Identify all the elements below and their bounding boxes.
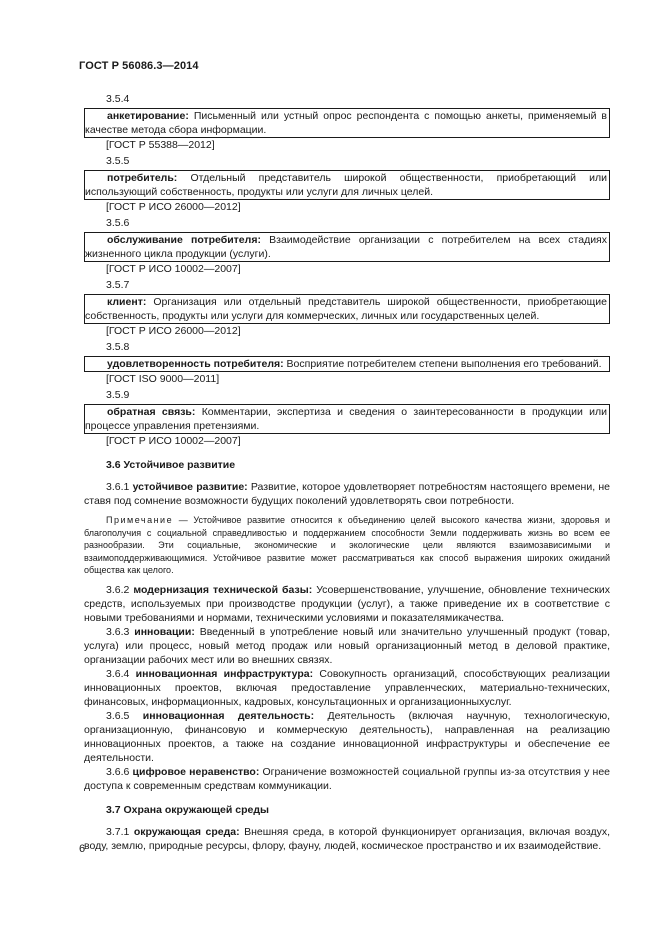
term-name: инновационная деятельность: (142, 709, 315, 722)
paragraph-text: Развитие, которое удовлетворяет потребностям настоящего времени, не ставя под сомнение возможности будущих поколений удовлетворять свои потребности. (84, 481, 610, 507)
term-name: анкетирование: (107, 110, 189, 122)
term-number: 3.5.6 (106, 217, 130, 229)
term-name: удовлетворенность потребителя: (107, 358, 284, 370)
note-text: — Устойчивое развитие относится к объединению целей высокого качества жизни, здоровья и благополучия с социальной справедливостью и поддержанием способности Земли поддерживать жизнь во всем ее разнообразии. Эти социальные, экономические и экологические цели являются взаимозависимыми и взаимоподдерживающимися. Устойчивое развитие может рассматриваться как способ выражения широких ожиданий общества как целого. (84, 515, 610, 575)
paragraph-number: 3.6.3 (106, 625, 130, 638)
term-reference: [ГОСТ Р ИСО 26000—2012] (106, 325, 241, 337)
term-entry (84, 92, 610, 152)
section-title: 3.6 Устойчивое развитие (106, 459, 236, 471)
term-box (84, 170, 610, 200)
paragraph-text: Усовершенствование, улучшение, обновление технических средств, используемых при производстве продукции (услуг), а также приведение их в соответствие с новыми требованиями и нормами, техническими условиями и показателямикачества. (84, 583, 611, 624)
term-name: модернизация технической базы: (133, 583, 313, 596)
paragraph-text: Совокупность организаций, способствующих реализации инновационных проектов, включая предоставление управленческих, материально-технических, финансовых, информационных, кадровых, консультационных и организационныхуслуг. (84, 667, 611, 708)
term-box (84, 294, 610, 324)
paragraph (84, 583, 610, 625)
term-name: окружающая среда: (133, 825, 240, 838)
paragraph (84, 667, 610, 709)
term-box (84, 356, 610, 372)
paragraph-text: Внешняя среда, в которой функционирует организация, включая воздух, воду, землю, природные ресурсы, флору, фауну, людей, космическое пространство и их взаимодействие. (84, 825, 610, 852)
term-entry (84, 216, 610, 276)
section-title: 3.7 Охрана окружающей среды (106, 803, 269, 816)
note (84, 514, 610, 577)
term-definition-line (85, 357, 607, 371)
term-box (84, 404, 610, 434)
paragraph-number: 3.6.6 (106, 765, 130, 778)
term-entry (84, 154, 610, 214)
paragraph (84, 625, 610, 667)
term-box (84, 108, 610, 138)
term-definition: Организация или отдельный представитель широкой общественности, приобретающие собственность, продукты или услуги для коммерческих, личных или государственных целей. (85, 296, 607, 322)
term-name: цифровое неравенство: (132, 765, 260, 778)
term-entry (84, 340, 610, 386)
term-number: 3.5.5 (106, 155, 130, 167)
term-number: 3.5.9 (106, 389, 130, 401)
term-reference: [ГОСТ ISO 9000—2011] (106, 373, 220, 385)
term-name: потребитель: (107, 172, 178, 184)
term-definition: Письменный или устный опрос респондента с помощью анкеты, применяемый в качестве метода сбора информации. (85, 110, 607, 136)
term-definition-line (85, 233, 607, 261)
term-number: 3.5.4 (106, 93, 130, 105)
term-box (84, 232, 610, 262)
paragraph-text: Введенный в употребление новый или значительно улучшенный продукт (товар, услуга) или процесс, новый метод продаж или новый организационный метод в деловой практике, организации рабочих мест или во внешних связях. (84, 625, 611, 666)
term-name: инновации: (134, 625, 195, 638)
term-name: обслуживание потребителя: (107, 234, 261, 246)
term-definition-line (85, 109, 607, 137)
paragraph (84, 825, 610, 853)
paragraph-number: 3.6.5 (106, 709, 130, 722)
paragraph-number: 3.6.1 (106, 481, 130, 493)
paragraph-text: Ограничение возможностей социальной группы из-за отсутствия у нее доступа к современным средствам коммуникации. (84, 765, 610, 792)
term-reference: [ГОСТ Р ИСО 10002—2007] (106, 435, 241, 447)
document-header: ГОСТ Р 56086.3—2014 (79, 60, 199, 72)
term-definition: Отдельный представитель широкой общественности, приобретающий или использующий собственность, продукты или услуги для личных целей. (85, 172, 607, 198)
paragraph-number: 3.6.4 (106, 667, 130, 680)
term-name: обратная связь: (107, 406, 196, 418)
term-entry (84, 388, 610, 448)
term-definition-line (85, 405, 607, 433)
term-entry (84, 278, 610, 338)
paragraph (84, 765, 610, 793)
paragraph-number: 3.7.1 (106, 825, 130, 838)
term-number: 3.5.7 (106, 279, 130, 291)
page-number: 6 (79, 843, 86, 855)
term-definition-line (85, 295, 607, 323)
paragraph-number: 3.6.2 (106, 583, 130, 596)
term-definition: Взаимодействие организации с потребителем на всех стадиях жизненного цикла продукции (услуги). (85, 234, 607, 260)
term-definition: Восприятие потребителем степени выполнения его требований. (286, 358, 602, 370)
term-reference: [ГОСТ Р ИСО 26000—2012] (106, 201, 241, 213)
paragraph-text: Деятельность (включая научную, технологическую, организационную, финансовую и коммерческую деятельность), направленная на реализацию инновационных проектов, а также на создание инновационной инфраструктуры и обеспечение ее деятельности. (84, 709, 611, 764)
term-name: инновационная инфраструктура: (135, 667, 314, 680)
term-name: клиент: (107, 296, 147, 308)
note-label: Примечание (106, 515, 174, 525)
term-reference: [ГОСТ Р 55388—2012] (106, 139, 215, 151)
term-reference: [ГОСТ Р ИСО 10002—2007] (106, 263, 241, 275)
term-name: устойчивое развитие: (132, 481, 248, 493)
page-content (84, 92, 610, 853)
paragraph (84, 709, 610, 765)
term-number: 3.5.8 (106, 341, 130, 353)
paragraph (84, 480, 610, 508)
term-definition: Комментарии, экспертиза и сведения о заинтересованности в продукции или процессе управления претензиями. (85, 406, 607, 432)
term-definition-line (85, 171, 607, 199)
